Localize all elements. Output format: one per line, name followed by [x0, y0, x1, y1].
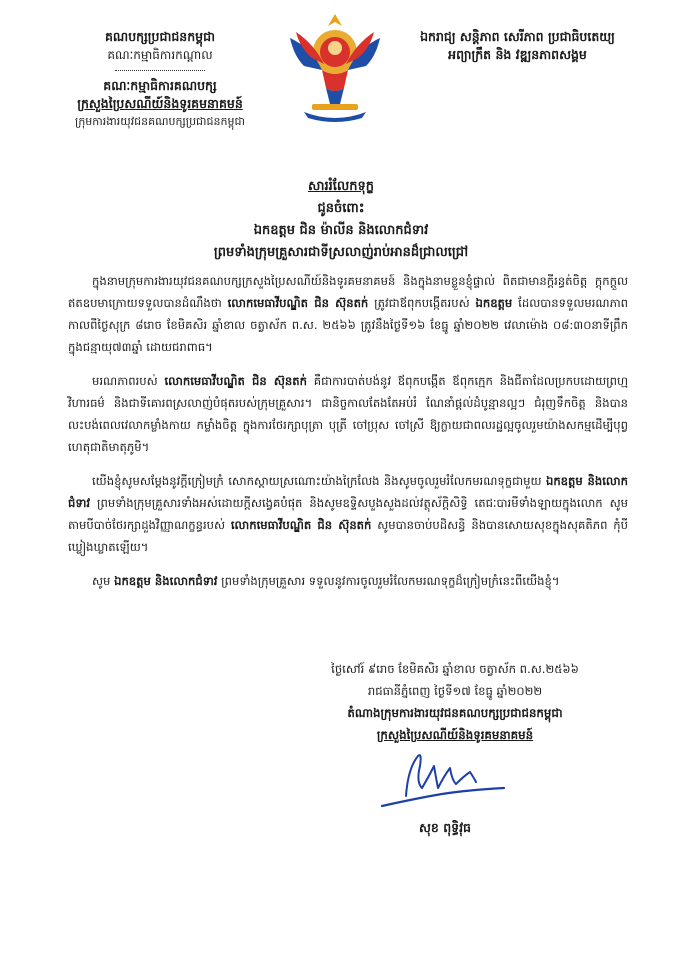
letter-title [80, 176, 602, 264]
p1-text-2: ត្រូវជាឪពុកបង្កើតរបស់ [368, 296, 476, 310]
p3-text: យើងខ្ញុំសូមសម្តែងនូវក្តីក្រៀមក្រំ សោកស្តាយស្រណោះយ៉ាងក្រៃលែង និងសូមចូលរួមរំលែកមរណទុក្ខជាមួយ [92, 474, 546, 488]
representative-line-2: ក្រសួងប្រៃសណីយ៍និងទូរគមនាគមន៍ [376, 728, 534, 742]
paragraph-3 [68, 470, 628, 558]
motto-line-2: អព្យាក្រឹត និង វឌ្ឍនភាពសង្គម [448, 47, 587, 62]
central-committee: គណៈកម្មាធិការកណ្តាល [107, 48, 213, 62]
paragraph-1 [68, 270, 628, 358]
p3-recipient: ឯកឧត្តម និងលោកជំទាវ [68, 474, 629, 510]
p4-recipient: ឯកឧត្តម និងលោកជំទាវ [114, 574, 218, 588]
p2-deceased-name: លោកមេធាវីបណ្ឌិត ជិន ស៊ុនតក់ [164, 374, 307, 388]
lunar-date: ថ្ងៃសៅរ៍ ៩រោច ខែមិគសិរ ឆ្នាំខាល ចត្វាស័ក ព.ស.២៥៦៦ [331, 662, 579, 676]
title-family: ព្រមទាំងក្រុមគ្រួសារជាទីស្រលាញ់រាប់អានដ៏ជ្រាលជ្រៅ [213, 245, 469, 260]
signer-name: សុខ ពុទ្ធិវុធ [419, 820, 471, 835]
p1-deceased-name: លោកមេធាវីបណ្ឌិត ជិន ស៊ុនតក់ [227, 296, 369, 310]
youth-working-group: ក្រុមការងារយុវជនគណបក្សប្រជាជនកម្ពុជា [75, 115, 245, 128]
paragraph-2 [68, 370, 628, 458]
header-divider [115, 70, 205, 71]
p4-text-2: ព្រមទាំងក្រុមគ្រួសារ ទទួលនូវការចូលរួមរំលែកមរណទុក្ខដ៏ក្រៀមក្រំនេះពីយើងខ្ញុំ។ [217, 574, 560, 588]
kingdom-motto-header [375, 28, 660, 64]
p4-text: សូម [92, 574, 115, 588]
party-committee: គណៈកម្មាធិការគណបក្ស [103, 78, 217, 93]
ministry-name: ក្រសួងប្រៃសណីយ៍និងទូរគមនាគមន៍ [77, 96, 243, 111]
p3-text-2: ព្រមទាំងក្រុមគ្រួសារទាំងអស់ដោយក្តីសង្វេគបំផុត និងសូមឧទ្ទិសបួងសួងដល់វត្ថុស័ក្តិសិទ្ធិ តេជៈបារមីទាំងឡាយក្នុងលោក សូមតាមបីបាច់ថែរក្សាដួងវិញ្ញាណក្ខន្ធរបស់ [68, 496, 628, 532]
closing-block [285, 658, 625, 746]
letter-body [68, 270, 628, 604]
representative-line-1: តំណាងក្រុមការងារយុវជនគណបក្សប្រជាជនកម្ពុជា [347, 706, 563, 720]
handwritten-signature [378, 748, 508, 818]
p1-title: ឯកឧត្តម [475, 296, 513, 310]
party-name: គណបក្សប្រជាជនកម្ពុជា [105, 29, 215, 44]
title-condolence: សាររំលែកទុក្ខ [307, 179, 374, 194]
p3-deceased-name: លោកមេធាវីបណ្ឌិត ជិន ស៊ុនតក់ [230, 518, 372, 532]
p1-text: ក្នុងនាមក្រុមការងារយុវជនគណបក្សក្រសួងប្រៃសណីយ៍និងទូរគមនាគមន៍ និងក្នុងនាមខ្លួនខ្ញុំផ្ទាល់ ពិតជាមានក្តីរន្ធត់ចិត្ត ក្តុកក្តួលឥតឧបមាក្រោយទទួលបានដំណឹងថា [68, 274, 628, 310]
p2-text-2: គឺជាការបាត់បង់នូវ ឪពុកបង្កើត ឪពុកក្មេក និងជីតាដែលប្រកបដោយព្រហ្មវិហារធម៌ និងជាទីគោរពស្រលាញ់បំផុតរបស់ក្រុមគ្រួសារ។ ជានិច្ចកាលតែងតែអប់រំ ណែនាំផ្តល់ដំបូន្មានល្អៗ ជំរុញទឹកចិត្ត និងបានលះបង់ពេលវេលាកម្លាំងកាយ កម្លាំងចិត្ត ក្នុងការថែរក្សាបុត្រា បុត្រី ចៅប្រុស ចៅស្រី ឱ្យក្លាយជាពលរដ្ឋល្អចូលរួមយ៉ាងសកម្មដើម្បីបុព្វហេតុជាតិមាតុភូមិ។ [68, 374, 628, 454]
p3-text-3: សូមបានចាប់បដិសន្ធិ និងបានសោយសុខក្នុងសុគតិភព កុំបីឃ្លៀងឃ្លាតឡើយ។ [68, 518, 629, 554]
title-addressed-to: ជូនចំពោះ [317, 201, 365, 216]
p1-text-3: ដែលបានទទួលមរណភាពកាលពីថ្ងៃសុក្រ ៨រោច ខែមិគសិរ ឆ្នាំខាល ចត្វាស័ក ព.ស. ២៥៦៦ ត្រូវនឹងថ្ងៃទី១៦ ខែធ្នូ ឆ្នាំ២០២២ វេលាម៉ោង ០៨:៣០នាទីព្រឹក ក្នុងជន្មាយុ៧៣ឆ្នាំ ដោយជរាពាធ។ [68, 296, 628, 354]
p2-text: មរណភាពរបស់ [92, 374, 165, 388]
sender-header [30, 28, 290, 130]
title-recipient: ឯកឧត្តម ជិន ម៉ាលីន និងលោកជំទាវ [253, 223, 429, 238]
paragraph-4 [68, 570, 628, 592]
motto-line-1: ឯករាជ្យ សន្តិភាព សេរីភាព ប្រជាធិបតេយ្យ [420, 29, 615, 44]
solar-date: រាជធានីភ្នំពេញ ថ្ងៃទី១៧ ខែធ្នូ ឆ្នាំ២០២២ [367, 684, 543, 698]
party-emblem-logo [282, 8, 388, 126]
